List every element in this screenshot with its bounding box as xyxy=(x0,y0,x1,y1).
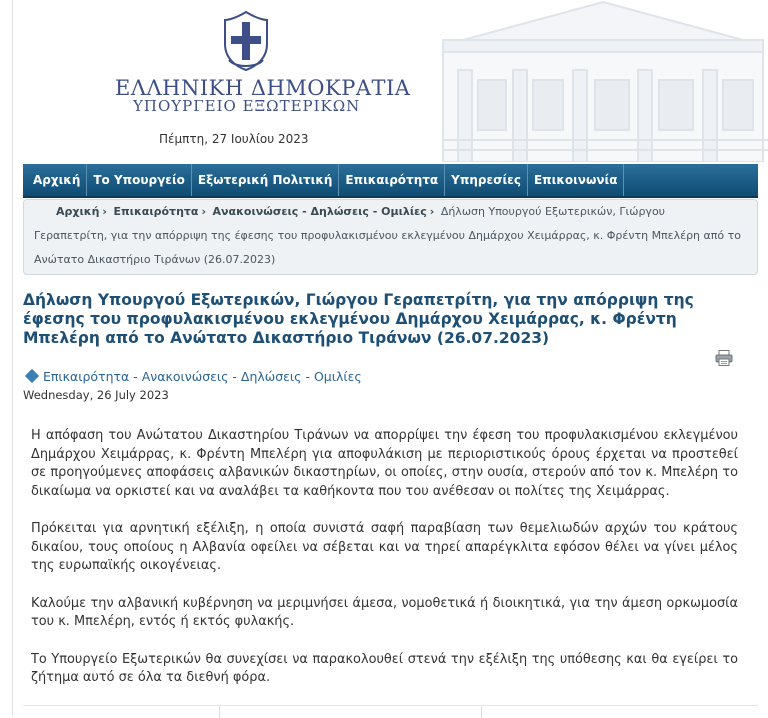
building-illustration xyxy=(403,0,768,162)
ministry-name: ΥΠΟΥΡΓΕΙΟ ΕΞΩΤΕΡΙΚΩΝ xyxy=(133,97,361,115)
coat-of-arms-icon xyxy=(221,10,271,72)
nav-item-services[interactable]: Υπηρεσίες xyxy=(445,164,528,196)
nav-item-ministry[interactable]: Το Υπουργείο xyxy=(87,164,192,196)
country-name: ΕΛΛΗΝΙΚΗ ΔΗΜΟΚΡΑΤΙΑ xyxy=(115,76,411,100)
article-paragraph: Το Υπουργείο Εξωτερικών θα συνεχίσει να παρακολουθεί στενά την εξέλιξη της υπόθεσης και θα εγείρει το ζήτημα αυτό σε όλα τα διεθνή φόρα. xyxy=(31,651,738,685)
nav-item-contact[interactable]: Επικοινωνία xyxy=(528,164,625,196)
breadcrumb-current-cont: Ανώτατο Δικαστήριο Τιράνων (26.07.2023) xyxy=(34,253,276,266)
current-date: Πέμπτη, 27 Ιουλίου 2023 xyxy=(159,132,309,146)
breadcrumb-current-cont: Γεραπετρίτη, για την απόρριψη της έφεσης του προφυλακισμένου εκλεγμένου Δημάρχου Χειμάρρας, κ. Φρέντη Μπελέρη από το xyxy=(34,229,741,242)
article-date: Wednesday, 26 July 2023 xyxy=(23,388,169,402)
article-title: Δήλωση Υπουργού Εξωτερικών, Γιώργου Γεραπετρίτη, για την απόρριψη της έφεσης του προφυλακισμένου εκλεγμένου Δημάρχου Χειμάρρας, κ. Φρέντη Μπελέρη από το Ανώτατο Δικαστήριο Τιράνων (26.07.2023) xyxy=(23,291,694,347)
site-header xyxy=(13,0,768,162)
article-paragraph: Πρόκειται για αρνητική εξέλιξη, η οποία συνιστά σαφή παραβίαση των θεμελιωδών αρχών του κράτους δικαίου, τους οποίους η Αλβανία οφείλει να σέβεται και να τηρεί απαρέγκλιτα εφόσον θέλει να γίνει μέλος της ευρωπαϊκής οικογένειας. xyxy=(31,521,738,573)
breadcrumb xyxy=(23,199,758,275)
breadcrumb-news-link[interactable]: Επικαιρότητα xyxy=(113,205,199,218)
category-diamond-icon xyxy=(25,369,39,383)
article-paragraph: Καλούμε την αλβανική κυβέρνηση να μεριμνήσει άμεσα, νομοθετικά ή διοικητικά, για την άμεση ορκωμοσία του κ. Μπελέρη, εντός ή εκτός φυλακής. xyxy=(31,595,738,629)
category-link[interactable]: Επικαιρότητα - Ανακοινώσεις - Δηλώσεις - Ομιλίες xyxy=(43,369,362,384)
nav-item-foreign-policy[interactable]: Εξωτερική Πολιτική xyxy=(192,164,340,196)
print-icon[interactable] xyxy=(715,350,733,366)
nav-item-news[interactable]: Επικαιρότητα xyxy=(339,164,445,196)
article-body xyxy=(31,427,738,707)
divider-tick xyxy=(481,706,482,718)
divider-tick xyxy=(219,706,220,718)
page xyxy=(12,0,768,717)
breadcrumb-separator: › xyxy=(102,205,107,218)
breadcrumb-home-link[interactable]: Αρχική xyxy=(56,205,100,218)
footer-divider xyxy=(23,705,758,718)
article-paragraph: Η απόφαση του Ανώτατου Δικαστηρίου Τιράνων να απορρίψει την έφεση του προφυλακισμένου εκλεγμένου Δημάρχου Χειμάρρας, κ. Φρέντη Μπελέρη για αποφυλάκιση με περιοριστικούς όρους έρχεται να προστεθεί σε προηγούμενες αποφάσεις αλβανικών δικαστηρίων, οι οποίες, στην ουσία, στερούν από τον κ. Μπελέρη το δικαίωμα να ορκιστεί και να αναλάβει τα καθήκοντα που του ανέθεσαν οι πολίτες της Χειμάρρας. xyxy=(31,428,738,499)
breadcrumb-separator: › xyxy=(201,205,207,218)
main-nav xyxy=(23,164,758,198)
article-category[interactable] xyxy=(23,369,362,384)
nav-item-home[interactable]: Αρχική xyxy=(23,164,87,196)
breadcrumb-announcements-link[interactable]: Ανακοινώσεις - Δηλώσεις - Ομιλίες xyxy=(212,205,427,218)
breadcrumb-current: Δήλωση Υπουργού Εξωτερικών, Γιώργου xyxy=(440,205,666,218)
breadcrumb-separator: › xyxy=(429,205,435,218)
